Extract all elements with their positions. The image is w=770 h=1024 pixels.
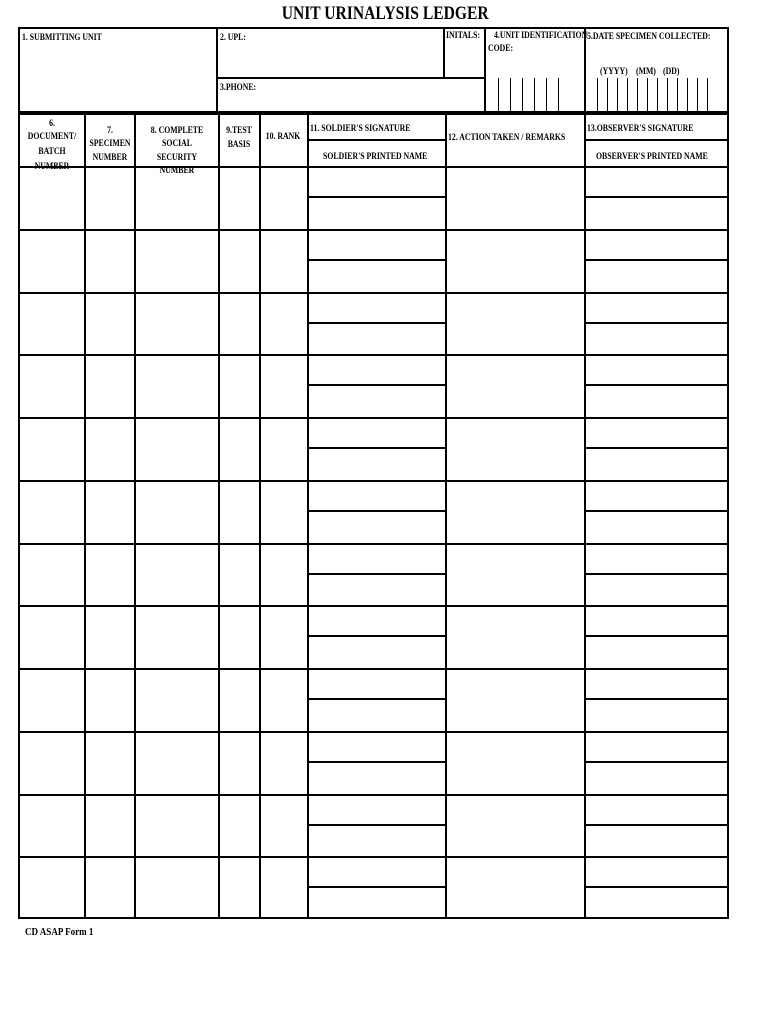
soldier-signature-cell[interactable] — [309, 858, 444, 885]
remarks-cell[interactable] — [447, 858, 583, 918]
ssn-cell[interactable] — [136, 356, 217, 416]
observer-printed-name-cell[interactable] — [586, 576, 727, 603]
signature-name-divider — [307, 259, 446, 261]
ssn-cell[interactable] — [136, 796, 217, 856]
specimen-number-cell[interactable] — [86, 607, 133, 667]
char-box-divider — [597, 78, 598, 111]
remarks-cell[interactable] — [447, 607, 583, 667]
document-batch-cell[interactable] — [20, 168, 83, 228]
ssn-cell[interactable] — [136, 294, 217, 354]
observer-signature-cell[interactable] — [586, 796, 727, 823]
uic-character-boxes[interactable] — [486, 78, 583, 111]
specimen-number-cell[interactable] — [86, 482, 133, 542]
remarks-cell[interactable] — [447, 294, 583, 354]
char-box-divider — [687, 78, 688, 111]
soldier-printed-name-cell[interactable] — [309, 513, 444, 540]
document-batch-cell[interactable] — [20, 231, 83, 291]
form-title: UNIT URINALYSIS LEDGER — [281, 3, 489, 24]
soldier-printed-name-cell[interactable] — [309, 262, 444, 289]
signature-name-divider — [307, 886, 446, 888]
specimen-number-cell[interactable] — [86, 356, 133, 416]
remarks-cell[interactable] — [447, 796, 583, 856]
date-dd-label: (DD) — [663, 67, 680, 77]
document-batch-cell[interactable] — [20, 356, 83, 416]
signature-name-divider — [307, 322, 446, 324]
soldier-signature-cell[interactable] — [309, 670, 444, 697]
document-batch-cell[interactable] — [20, 670, 83, 730]
submitting-unit-label: 1. SUBMITTING UNIT — [22, 33, 102, 43]
observer-signature-cell[interactable] — [586, 733, 727, 760]
date-character-boxes[interactable] — [586, 78, 727, 111]
rank-cell[interactable] — [261, 545, 306, 605]
char-box-divider — [522, 78, 523, 111]
phone-field[interactable] — [218, 94, 482, 111]
soldier-printed-name-cell[interactable] — [309, 827, 444, 854]
signature-name-divider — [584, 510, 729, 512]
test-basis-cell[interactable] — [220, 356, 258, 416]
signature-name-divider — [307, 447, 446, 449]
uic-label-line1: 4.UNIT IDENTIFICATION — [494, 31, 588, 41]
observer-signature-cell[interactable] — [586, 356, 727, 383]
remarks-cell[interactable] — [447, 733, 583, 793]
test-basis-cell[interactable] — [220, 419, 258, 479]
signature-name-divider — [584, 259, 729, 261]
observer-printed-name-cell[interactable] — [586, 513, 727, 540]
observer-signature-cell[interactable] — [586, 607, 727, 634]
observer-signature-cell[interactable] — [586, 858, 727, 885]
observer-printed-name-cell[interactable] — [586, 262, 727, 289]
document-batch-cell[interactable] — [20, 858, 83, 918]
test-basis-cell[interactable] — [220, 482, 258, 542]
observer-signature-cell[interactable] — [586, 482, 727, 509]
col-header-observer-printed-name: OBSERVER'S PRINTED NAME — [596, 152, 708, 162]
specimen-number-cell[interactable] — [86, 419, 133, 479]
char-box-divider — [677, 78, 678, 111]
col-header-specimen: 7. SPECIMEN NUMBER — [89, 126, 131, 163]
document-batch-cell[interactable] — [20, 796, 83, 856]
date-mm-label: (MM) — [636, 67, 656, 77]
col-header-ssn: 8. COMPLETE SOCIAL SECURITY NUMBER — [150, 126, 204, 176]
remarks-cell[interactable] — [447, 419, 583, 479]
signature-name-divider — [584, 824, 729, 826]
soldier-signature-cell[interactable] — [309, 168, 444, 195]
signature-name-divider — [307, 698, 446, 700]
col-header-observer-signature: 13.OBSERVER'S SIGNATURE — [587, 124, 694, 134]
char-box-divider — [657, 78, 658, 111]
test-basis-cell[interactable] — [220, 231, 258, 291]
rank-cell[interactable] — [261, 419, 306, 479]
signature-name-divider — [307, 573, 446, 575]
char-box-divider — [647, 78, 648, 111]
ssn-cell[interactable] — [136, 670, 217, 730]
char-box-divider — [607, 78, 608, 111]
soldier-signature-cell[interactable] — [309, 545, 444, 572]
soldier-signature-cell[interactable] — [309, 482, 444, 509]
uic-label-line2: CODE: — [488, 44, 514, 54]
remarks-cell[interactable] — [447, 482, 583, 542]
signature-name-divider — [584, 573, 729, 575]
rank-cell[interactable] — [261, 168, 306, 228]
soldier-printed-name-cell[interactable] — [309, 889, 444, 916]
observer-signature-cell[interactable] — [586, 231, 727, 258]
signature-name-divider — [584, 635, 729, 637]
rank-cell[interactable] — [261, 858, 306, 918]
upl-field[interactable] — [218, 46, 442, 76]
char-box-divider — [498, 78, 499, 111]
specimen-number-cell[interactable] — [86, 670, 133, 730]
specimen-number-cell[interactable] — [86, 858, 133, 918]
upl-label: 2. UPL: — [220, 33, 246, 43]
col-header-test-basis: 9.TEST BASIS — [226, 126, 252, 150]
observer-printed-name-cell[interactable] — [586, 325, 727, 352]
signature-name-divider — [307, 824, 446, 826]
initials-field[interactable] — [445, 42, 483, 76]
remarks-cell[interactable] — [447, 168, 583, 228]
form-number: CD ASAP Form 1 — [25, 926, 94, 938]
signature-name-divider — [584, 196, 729, 198]
remarks-cell[interactable] — [447, 545, 583, 605]
char-box-divider — [637, 78, 638, 111]
ssn-cell[interactable] — [136, 168, 217, 228]
char-box-divider — [667, 78, 668, 111]
soldier-signature-cell[interactable] — [309, 796, 444, 823]
char-box-divider — [534, 78, 535, 111]
observer-signature-cell[interactable] — [586, 294, 727, 321]
col-header-rank: 10. RANK — [265, 132, 301, 142]
soldier-printed-name-cell[interactable] — [309, 325, 444, 352]
test-basis-cell[interactable] — [220, 168, 258, 228]
rank-cell[interactable] — [261, 482, 306, 542]
signature-name-divider — [307, 384, 446, 386]
signature-name-divider — [307, 635, 446, 637]
observer-printed-name-cell[interactable] — [586, 638, 727, 665]
date-collected-label: 5.DATE SPECIMEN COLLECTED: — [587, 32, 711, 42]
rank-cell[interactable] — [261, 733, 306, 793]
specimen-number-cell[interactable] — [86, 796, 133, 856]
char-box-divider — [707, 78, 708, 111]
rank-cell[interactable] — [261, 670, 306, 730]
char-box-divider — [697, 78, 698, 111]
observer-printed-name-cell[interactable] — [586, 827, 727, 854]
divider — [307, 139, 446, 141]
document-batch-cell[interactable] — [20, 419, 83, 479]
divider — [584, 139, 729, 141]
soldier-printed-name-cell[interactable] — [309, 387, 444, 414]
observer-printed-name-cell[interactable] — [586, 764, 727, 791]
observer-printed-name-cell[interactable] — [586, 701, 727, 728]
submitting-unit-field[interactable] — [20, 46, 214, 111]
observer-printed-name-cell[interactable] — [586, 199, 727, 226]
test-basis-cell[interactable] — [220, 294, 258, 354]
char-box-divider — [558, 78, 559, 111]
document-batch-cell[interactable] — [20, 607, 83, 667]
signature-name-divider — [584, 322, 729, 324]
col-header-soldier-printed-name: SOLDIER'S PRINTED NAME — [323, 152, 428, 162]
col-header-soldier-signature: 11. SOLDIER'S SIGNATURE — [310, 124, 411, 134]
soldier-signature-cell[interactable] — [309, 607, 444, 634]
ssn-cell[interactable] — [136, 607, 217, 667]
document-batch-cell[interactable] — [20, 545, 83, 605]
signature-name-divider — [307, 510, 446, 512]
specimen-number-cell[interactable] — [86, 733, 133, 793]
date-yyyy-label: (YYYY) — [600, 67, 628, 77]
document-batch-cell[interactable] — [20, 482, 83, 542]
col-header-document: 6. DOCUMENT/ BATCH NUMBER — [27, 119, 77, 172]
soldier-printed-name-cell[interactable] — [309, 764, 444, 791]
specimen-number-cell[interactable] — [86, 231, 133, 291]
test-basis-cell[interactable] — [220, 733, 258, 793]
soldier-signature-cell[interactable] — [309, 356, 444, 383]
soldier-printed-name-cell[interactable] — [309, 576, 444, 603]
remarks-cell[interactable] — [447, 670, 583, 730]
rank-cell[interactable] — [261, 607, 306, 667]
test-basis-cell[interactable] — [220, 858, 258, 918]
ssn-cell[interactable] — [136, 482, 217, 542]
soldier-signature-cell[interactable] — [309, 733, 444, 760]
remarks-cell[interactable] — [447, 356, 583, 416]
rank-cell[interactable] — [261, 356, 306, 416]
char-box-divider — [627, 78, 628, 111]
remarks-cell[interactable] — [447, 231, 583, 291]
soldier-printed-name-cell[interactable] — [309, 638, 444, 665]
observer-printed-name-cell[interactable] — [586, 889, 727, 916]
specimen-number-cell[interactable] — [86, 545, 133, 605]
phone-label: 3.PHONE: — [220, 83, 257, 93]
observer-printed-name-cell[interactable] — [586, 387, 727, 414]
test-basis-cell[interactable] — [220, 545, 258, 605]
ssn-cell[interactable] — [136, 858, 217, 918]
ssn-cell[interactable] — [136, 419, 217, 479]
test-basis-cell[interactable] — [220, 796, 258, 856]
test-basis-cell[interactable] — [220, 670, 258, 730]
ssn-cell[interactable] — [136, 733, 217, 793]
observer-printed-name-cell[interactable] — [586, 450, 727, 477]
char-box-divider — [617, 78, 618, 111]
signature-name-divider — [584, 384, 729, 386]
char-box-divider — [546, 78, 547, 111]
soldier-printed-name-cell[interactable] — [309, 199, 444, 226]
soldier-printed-name-cell[interactable] — [309, 450, 444, 477]
signature-name-divider — [584, 761, 729, 763]
observer-signature-cell[interactable] — [586, 545, 727, 572]
signature-name-divider — [307, 761, 446, 763]
observer-signature-cell[interactable] — [586, 419, 727, 446]
signature-name-divider — [307, 196, 446, 198]
soldier-signature-cell[interactable] — [309, 294, 444, 321]
soldier-printed-name-cell[interactable] — [309, 701, 444, 728]
signature-name-divider — [584, 698, 729, 700]
specimen-number-cell[interactable] — [86, 168, 133, 228]
char-box-divider — [510, 78, 511, 111]
document-batch-cell[interactable] — [20, 733, 83, 793]
initials-label: INITALS: — [446, 31, 481, 41]
ssn-cell[interactable] — [136, 231, 217, 291]
ssn-cell[interactable] — [136, 545, 217, 605]
soldier-signature-cell[interactable] — [309, 231, 444, 258]
soldier-signature-cell[interactable] — [309, 419, 444, 446]
observer-signature-cell[interactable] — [586, 168, 727, 195]
rank-cell[interactable] — [261, 294, 306, 354]
specimen-number-cell[interactable] — [86, 294, 133, 354]
col-header-action-taken: 12. ACTION TAKEN / REMARKS — [448, 133, 566, 143]
observer-signature-cell[interactable] — [586, 670, 727, 697]
signature-name-divider — [584, 886, 729, 888]
test-basis-cell[interactable] — [220, 607, 258, 667]
document-batch-cell[interactable] — [20, 294, 83, 354]
rank-cell[interactable] — [261, 796, 306, 856]
rank-cell[interactable] — [261, 231, 306, 291]
signature-name-divider — [584, 447, 729, 449]
